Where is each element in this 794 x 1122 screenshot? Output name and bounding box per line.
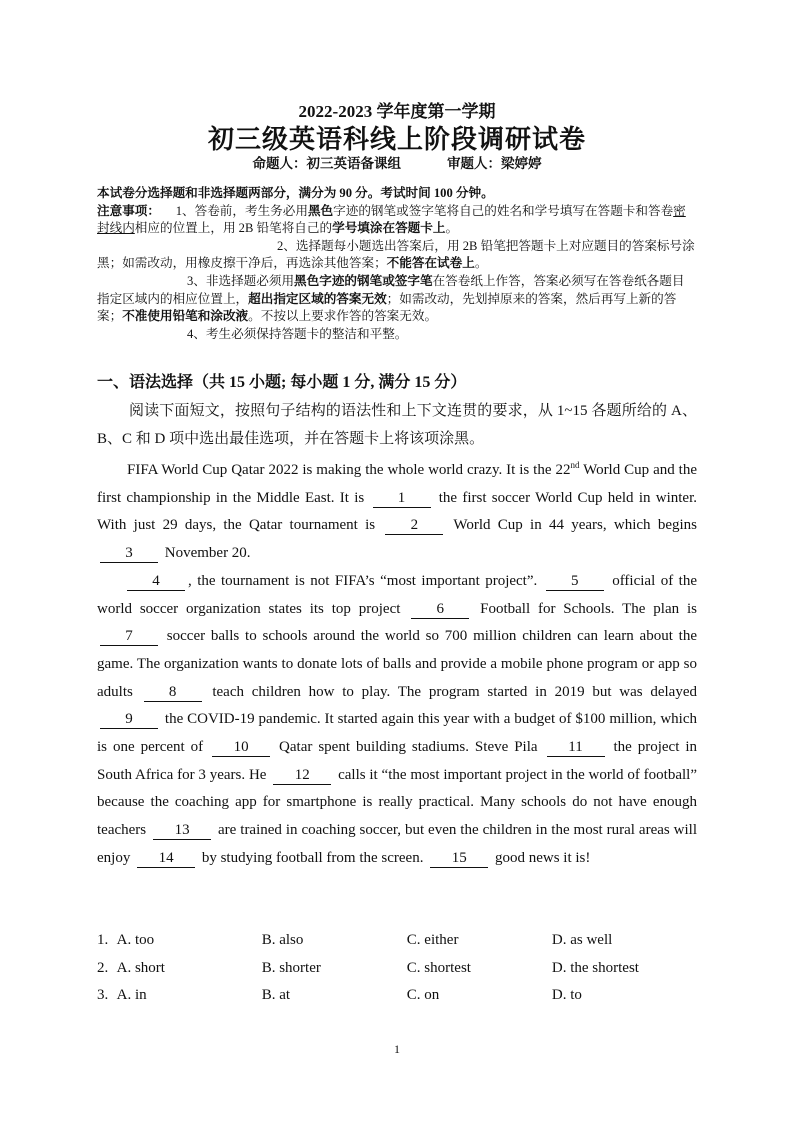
author-line <box>0 152 794 172</box>
option-b: B. also <box>261 932 304 949</box>
blank-15: 15 <box>430 849 488 868</box>
question-number: 2. <box>97 959 109 976</box>
question-number: 3. <box>97 987 109 1004</box>
blank-1: 1 <box>373 489 431 508</box>
section-instruction: 阅读下面短文，按照句子结构的语法性和上下文连贯的要求，从 1~15 各题所给的 A、B、C 和 D 项中选出最佳选项，并在答题卡上将该项涂黑。 <box>97 403 697 447</box>
question-number: 1. <box>97 932 109 949</box>
option-row-3 <box>97 982 697 1010</box>
option-a: A. short <box>116 959 165 976</box>
option-d: D. the shortest <box>551 959 639 976</box>
option-d: D. as well <box>551 932 613 949</box>
option-row-2 <box>97 955 697 983</box>
blank-2: 2 <box>385 516 443 535</box>
blank-4: 4 <box>127 572 185 591</box>
blank-9: 9 <box>100 710 158 729</box>
reviewer: 审题人：梁婷婷 <box>447 156 542 171</box>
term-heading: 2022-2023 学年度第一学期 <box>298 102 496 121</box>
option-c: C. on <box>406 987 440 1004</box>
blank-13: 13 <box>153 821 211 840</box>
notes-label: 注意事项： <box>97 203 160 218</box>
option-b: B. shorter <box>261 959 321 976</box>
section-title: 一、语法选择（共 15 小题; 每小题 1 分, 满分 15 分） <box>97 374 467 391</box>
notes-summary: 本试卷分选择题和非选择题两部分，满分为 90 分。考试时间 100 分钟。 <box>97 186 494 200</box>
option-row-1 <box>97 927 697 955</box>
option-c: C. either <box>406 932 459 949</box>
note-3: 3、非选择题必须用黑色字迹的钢笔或签字笔在答卷纸上作答，答案必须写在答卷纸各题目指定区域内的相应位置上，超出指定区域的答案无效；如需改动，先划掉原来的答案，然后再写上新的答案；不准使用铅笔和涂改液。不按以上要求作答的答案无效。 <box>97 273 685 324</box>
note-4: 4、考生必须保持答题卡的整洁和平整。 <box>187 326 408 341</box>
blank-12: 12 <box>273 766 331 785</box>
answer-options <box>97 927 697 1010</box>
note-2: 2、选择题每小题选出答案后，用 2B 铅笔把答题卡上对应题目的答案标号涂黑；如需改动，用橡皮擦干净后，再选涂其他答案；不能答在试卷上。 <box>97 238 695 271</box>
blank-11: 11 <box>547 738 605 757</box>
blank-3: 3 <box>100 544 158 563</box>
paragraph-1: FIFA World Cup Qatar 2022 is making the whole world crazy. It is the 22nd World Cup and the first championship in the Middle East. It is 1 the first soccer World Cup held in winter. With just 29 days, the Qatar tournament is 2 World Cup in 44 years, which begins 3 November 20. <box>97 460 698 562</box>
paragraph-2: 4 , the tournament is not FIFA’s “most important project”. 5 official of the world soccer organization states its top project 6 Football for Schools. The plan is 7 soccer balls to schools around the world so 700 million children can learn about the game. The organization wants to donate lots of balls and provide a mobile phone program or app so adults 8 teach children how to play. The program started in 2019 but was delayed 9 the COVID-19 pandemic. It started again this year with a budget of $100 million, which is one percent of 10 Qatar spent building stadiums. Steve Pila 11 the project in South Africa for 3 years. He 12 calls it “the most important project in the world of football” because the coaching app for smartphone is really practical. Many schools do not have enough teachers 13 are trained in coaching soccer, but even the children in the most rural areas will enjoy 14 by studying football from the screen. 15 good news it is! <box>97 572 697 866</box>
blank-6: 6 <box>411 600 469 619</box>
blank-14: 14 <box>137 849 195 868</box>
blank-10: 10 <box>212 738 270 757</box>
option-a: A. in <box>116 987 147 1004</box>
setter: 命题人：初三英语备课组 <box>252 156 401 171</box>
option-a: A. too <box>116 932 155 949</box>
reading-passage <box>97 457 697 873</box>
exam-notes <box>97 185 697 343</box>
note-1: 注意事项： 1、答卷前，考生务必用黑色字迹的钢笔或签字笔将自己的姓名和学号填写在答题卡和答卷密封线内相应的位置上，用 2B 铅笔将自己的学号填涂在答题卡上。 <box>97 203 686 236</box>
option-d: D. to <box>551 987 582 1004</box>
page-number: 1 <box>394 1042 400 1056</box>
blank-7: 7 <box>100 627 158 646</box>
option-b: B. at <box>261 987 291 1004</box>
blank-5: 5 <box>546 572 604 591</box>
option-c: C. shortest <box>406 959 471 976</box>
blank-8: 8 <box>144 683 202 702</box>
exam-title: 初三级英语科线上阶段调研试卷 <box>207 125 586 154</box>
